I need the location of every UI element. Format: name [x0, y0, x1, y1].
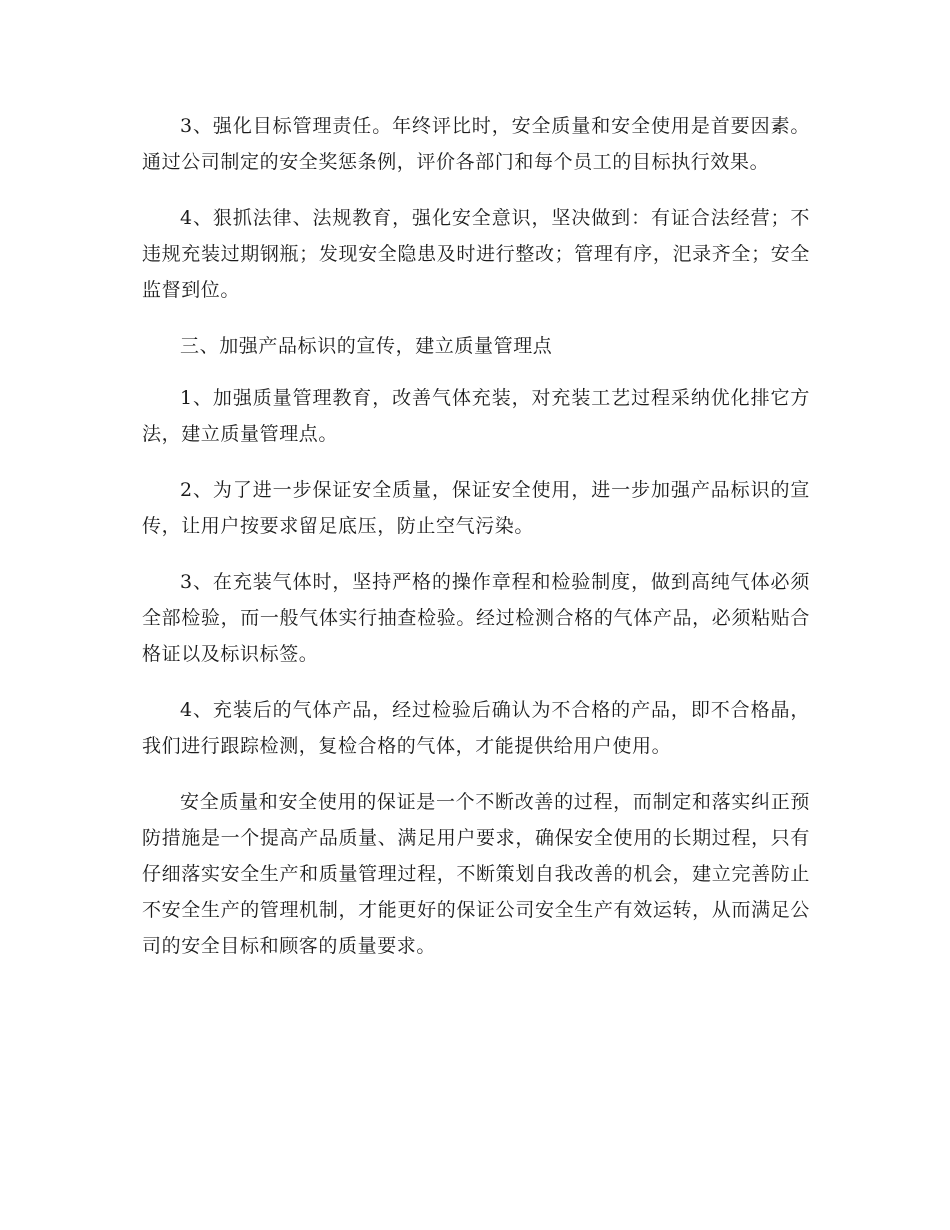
- paragraph-conclusion: 安全质量和安全使用的保证是一个不断改善的过程，而制定和落实纠正预防措施是一个提高产品质量、满足用户要求，确保安全使用的长期过程，只有仔细落实安全生产和质量管理过程，不断策划自我改善的机会，建立完善防止不安全生产的管理机制，才能更好的保证公司安全生产有效运转，从而满足公司的安全目标和顾客的质量要求。: [142, 791, 810, 957]
- paragraph-item-4-legal-education: 4、狠抓法律、法规教育，强化安全意识，坚决做到：有证合法经营；不违规充装过期钢瓶；发现安全隐患及时进行整改；管理有序，汜录齐全；安全监督到位。: [142, 207, 810, 301]
- paragraph-item-3-target-management: 3、强化目标管理责任。年终评比时，安全质量和安全使用是首要因素。通过公司制定的安全奖惩条例，评价各部门和每个员工的目标执行效果。: [142, 115, 810, 173]
- paragraph-item-1-quality-education: 1、加强质量管理教育，改善气体充装，对充装工艺过程采纳优化排它方法，建立质量管理点。: [142, 387, 810, 445]
- paragraph-item-4-nonconforming: 4、充装后的气体产品，经过检验后确认为不合格的产品，即不合格晶，我们进行跟踪检测，复检合格的气体，才能提供给用户使用。: [142, 699, 810, 757]
- paragraph-item-3-inspection: 3、在充装气体时，坚持严格的操作章程和检验制度，做到高纯气体必须全部检验，而一般气体实行抽查检验。经过检测合格的气体产品，必须粘贴合格证以及标识标签。: [142, 571, 810, 665]
- document-body: [142, 108, 810, 984]
- section-heading-3: 三、加强产品标识的宣传，建立质量管理点: [180, 335, 553, 357]
- paragraph-item-2-product-identification: 2、为了进一步保证安全质量，保证安全使用，进一步加强产品标识的宣传，让用户按要求留足底压，防止空气污染。: [142, 479, 810, 537]
